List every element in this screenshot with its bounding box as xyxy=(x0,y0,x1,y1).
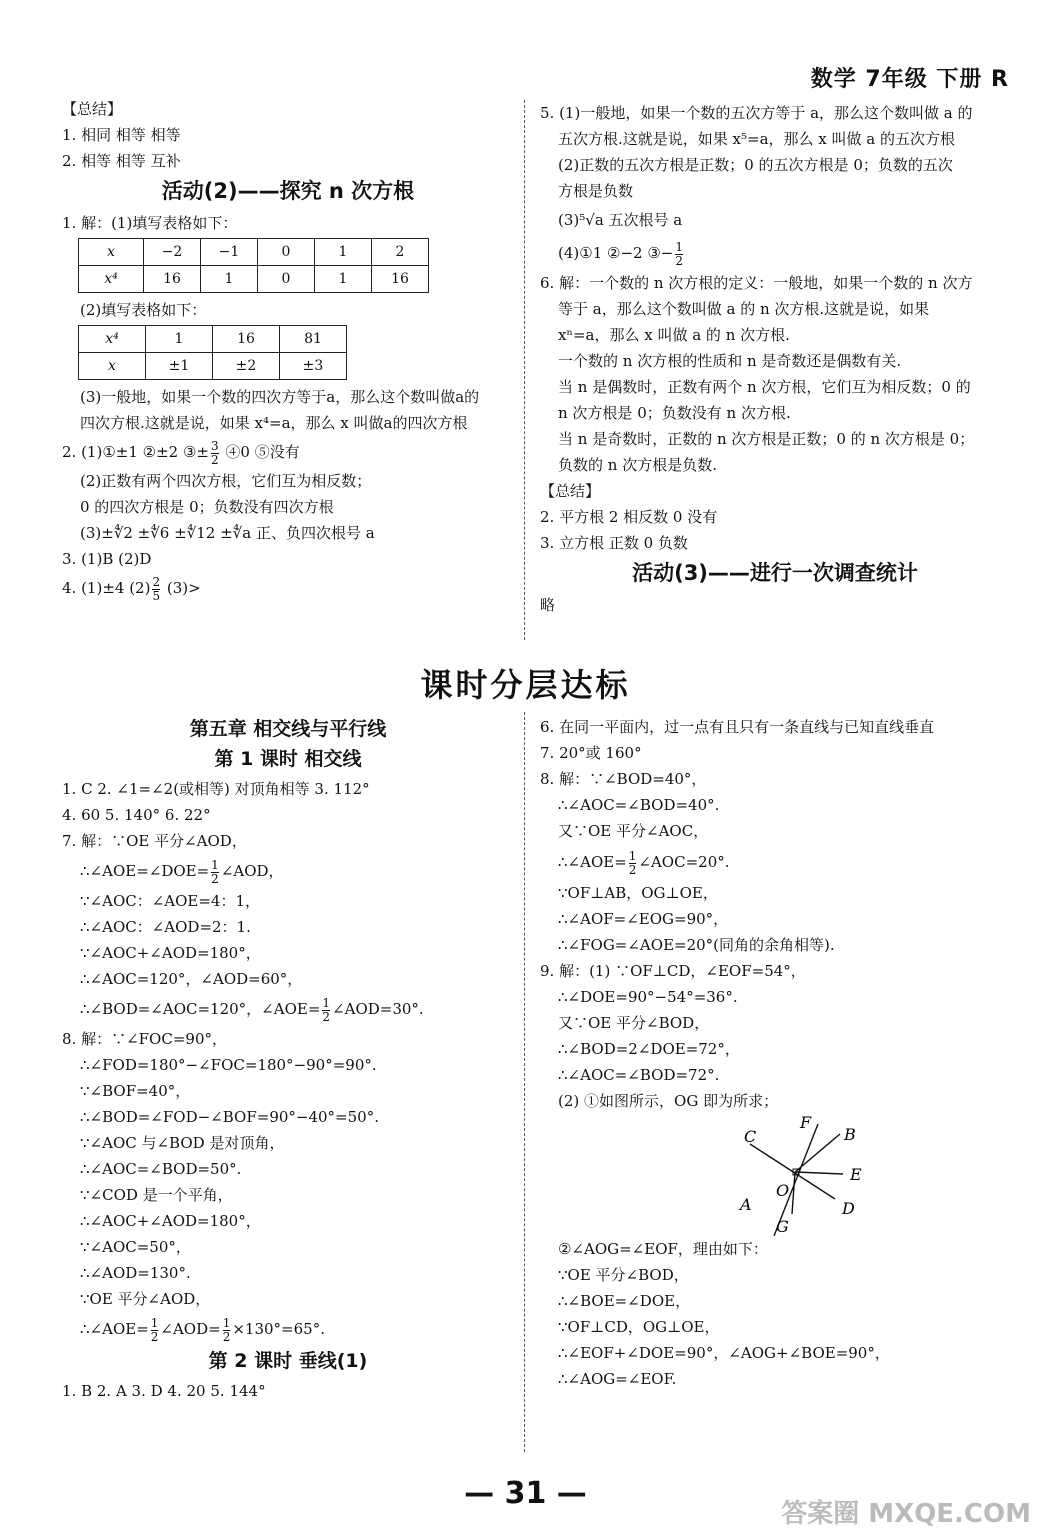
activity3-title: 活动(3)——进行一次调查统计 xyxy=(632,561,918,585)
table-cell: 81 xyxy=(280,326,347,353)
table-cell: 1 xyxy=(315,239,372,266)
table-cell: 2 xyxy=(372,239,429,266)
answer-line: ∴∠AOG=∠EOF. xyxy=(558,1370,677,1388)
q6-line: 等于 a，那么这个数叫做 a 的 n 次方根.这就是说，如果 xyxy=(558,300,930,318)
ray-oe xyxy=(795,1172,843,1174)
geometry-figure-box xyxy=(540,1114,1010,1236)
answer-line: ∴∠AOE= $\frac{1}{2}$ ∠AOC=20°. xyxy=(558,848,730,877)
q6-line: 当 n 是奇数时，正数的 n 次方根是正数；0 的 n 次方根是 0； xyxy=(558,430,975,448)
answer-line: ②∠AOG=∠EOF，理由如下： xyxy=(558,1240,768,1258)
answer-line: ∴∠EOF+∠DOE=90°，∠AOG+∠BOE=90°， xyxy=(558,1344,890,1362)
answer-line: ∵∠BOF=40°， xyxy=(80,1082,191,1100)
table-cell: −1 xyxy=(201,239,258,266)
table-cell: x xyxy=(79,353,146,380)
lesson2-title: 第 2 课时 垂线(1) xyxy=(208,1350,368,1372)
q5-line: 五次方根.这就是说，如果 x⁵=a，那么 x 叫做 a 的五次方根 xyxy=(558,130,955,148)
q6-line: 6. 解：一个数的 n 次方根的定义：一般地，如果一个数的 n 次方 xyxy=(540,274,973,292)
column-divider-bottom xyxy=(524,712,525,1452)
table-x-x4 xyxy=(78,238,429,293)
answer-line: 1. B 2. A 3. D 4. 20 5. 144° xyxy=(62,1382,266,1400)
activity2-title: 活动(2)——探究 n 次方根 xyxy=(161,179,415,203)
answer-line: ∴∠BOE=∠DOE， xyxy=(558,1292,691,1310)
answer-line: ∵OE 平分∠AOD， xyxy=(80,1290,211,1308)
table-cell: ±3 xyxy=(280,353,347,380)
label-c: C xyxy=(744,1127,757,1146)
ray-og xyxy=(792,1172,795,1214)
label-d: D xyxy=(842,1199,855,1218)
column-divider-top xyxy=(524,100,525,640)
table-cell: 16 xyxy=(372,266,429,293)
label-a: A xyxy=(740,1195,752,1214)
answer-line: ∵OE 平分∠BOD， xyxy=(558,1266,689,1284)
answer-line: ∴∠AOC=120°，∠AOD=60°， xyxy=(80,970,303,988)
table-cell: 0 xyxy=(258,266,315,293)
answer-line: ∵∠AOC：∠AOE=4：1， xyxy=(80,892,261,910)
answer-line: 又∵OE 平分∠BOD， xyxy=(558,1014,710,1032)
q5-line: (3)⁵√a 五次根号 a xyxy=(558,211,683,229)
answer-line: ∴∠AOE=∠DOE= $\frac{1}{2}$ ∠AOD， xyxy=(80,857,284,886)
q1-part3: (3)一般地，如果一个数的四次方等于a，那么这个数叫做a的 xyxy=(80,388,480,406)
answer-line: ∵∠AOC+∠AOD=180°， xyxy=(80,944,261,962)
answer-line: ∵∠AOC=50°， xyxy=(80,1238,191,1256)
answer-line: ∵OF⊥AB，OG⊥OE， xyxy=(558,884,718,902)
answer-line: 9. 解：(1) ∵OF⊥CD，∠EOF=54°， xyxy=(540,962,806,980)
section-title: 课时分层达标 xyxy=(420,666,631,704)
answer-line: ∴∠AOC=∠BOD=40°. xyxy=(558,796,720,814)
q1-part2: (2)填写表格如下： xyxy=(80,301,207,319)
label-o: O xyxy=(776,1181,790,1200)
top-right-column xyxy=(540,100,1010,618)
answer-line: ∵OF⊥CD，OG⊥OE， xyxy=(558,1318,720,1336)
table-cell: 1 xyxy=(315,266,372,293)
angle-diagram xyxy=(700,1114,880,1236)
answer-line: ∴∠AOC=∠BOD=50°. xyxy=(80,1160,242,1178)
table-cell: x⁴ xyxy=(79,266,144,293)
table-cell: x⁴ xyxy=(79,326,146,353)
table-cell: ±2 xyxy=(213,353,280,380)
summary-label: 【总结】 xyxy=(540,482,601,500)
answer-line: 6. 在同一平面内，过一点有且只有一条直线与已知直线垂直 xyxy=(540,718,935,736)
answer-line: ∴∠BOD=2∠DOE=72°， xyxy=(558,1040,740,1058)
answer-line: ∵∠COD 是一个平角， xyxy=(80,1186,233,1204)
bottom-right-column xyxy=(540,714,1010,1392)
answer-line: 1. C 2. ∠1=∠2(或相等) 对顶角相等 3. 112° xyxy=(62,780,370,798)
answer-line: 又∵OE 平分∠AOC， xyxy=(558,822,709,840)
q2-line1: 2. (1)①±1 ②±2 ③± $\frac{3}{2}$ ④0 ⑤没有 xyxy=(62,438,300,467)
answer-line: (2) ①如图所示，OG 即为所求； xyxy=(558,1092,779,1110)
answer-line: ∴∠DOE=90°−54°=36°. xyxy=(558,988,738,1006)
page-number: — 31 — xyxy=(464,1476,587,1511)
answer-line: ∴∠AOD=130°. xyxy=(80,1264,191,1282)
label-b: B xyxy=(844,1125,856,1144)
q6-line: 一个数的 n 次方根的性质和 n 是奇数还是偶数有关. xyxy=(558,352,902,370)
q5-line: (2)正数的五次方根是正数；0 的五次方根是 0；负数的五次 xyxy=(558,156,953,174)
chapter-title: 第五章 相交线与平行线 xyxy=(189,718,387,740)
q4-answer: 4. (1)±4 (2) $\frac{2}{5}$ (3)> xyxy=(62,574,201,603)
q3-answer: 3. (1)B (2)D xyxy=(62,550,152,568)
answer-line: 8. 解：∵∠FOC=90°， xyxy=(62,1030,227,1048)
summary-line: 2. 相等 相等 互补 xyxy=(62,152,181,170)
table-cell: −2 xyxy=(144,239,201,266)
answer-line: 7. 解：∵OE 平分∠AOD， xyxy=(62,832,247,850)
table-cell: 1 xyxy=(201,266,258,293)
label-f: F xyxy=(800,1114,812,1132)
bottom-left-column xyxy=(62,714,514,1404)
summary-line: 2. 平方根 2 相反数 0 没有 xyxy=(540,508,718,526)
q6-line: n 次方根是 0；负数没有 n 次方根. xyxy=(558,404,791,422)
answer-line: ∴∠FOD=180°−∠FOC=180°−90°=90°. xyxy=(80,1056,377,1074)
top-left-column xyxy=(62,96,514,604)
q5-line: 方根是负数 xyxy=(558,182,634,200)
table-cell: 0 xyxy=(258,239,315,266)
answer-line: ∴∠FOG=∠AOE=20°(同角的余角相等). xyxy=(558,936,835,954)
answer-line: ∴∠BOD=∠FOD−∠BOF=90°−40°=50°. xyxy=(80,1108,379,1126)
answer-line: ∴∠AOF=∠EOG=90°， xyxy=(558,910,729,928)
q2-line: (3)±∜2 ±∜6 ±∜12 ±∜a 正、负四次根号 a xyxy=(80,524,375,542)
omitted-note: 略 xyxy=(540,596,556,614)
table-x4-x xyxy=(78,325,347,380)
summary-line: 3. 立方根 正数 0 负数 xyxy=(540,534,688,552)
answer-line: 7. 20°或 160° xyxy=(540,744,642,762)
answer-line: ∴∠BOD=∠AOC=120°，∠AOE= $\frac{1}{2}$ ∠AOD=30°. xyxy=(80,995,424,1024)
q5-line4: (4)①1 ②−2 ③− $\frac{1}{2}$ xyxy=(558,239,683,268)
answer-line: ∴∠AOE= $\frac{1}{2}$ ∠AOD= $\frac{1}{2}$ ×130°=65°. xyxy=(80,1315,325,1344)
q2-line: (2)正数有两个四次方根，它们互为相反数； xyxy=(80,472,372,490)
answer-line: ∵∠AOC 与∠BOD 是对顶角， xyxy=(80,1134,285,1152)
q6-line: xⁿ=a，那么 x 叫做 a 的 n 次方根. xyxy=(558,326,790,344)
table-cell: 1 xyxy=(146,326,213,353)
answer-line: ∴∠AOC+∠AOD=180°， xyxy=(80,1212,261,1230)
q5-line: 5. (1)一般地，如果一个数的五次方等于 a，那么这个数叫做 a 的 xyxy=(540,104,973,122)
answer-line: ∴∠AOC：∠AOD=2：1. xyxy=(80,918,251,936)
page-header: 数学 7年级 下册 R xyxy=(810,67,1009,92)
label-e: E xyxy=(850,1165,862,1184)
label-g: G xyxy=(776,1217,789,1236)
q1-intro: 1. 解：(1)填写表格如下： xyxy=(62,214,238,232)
table-cell: 16 xyxy=(213,326,280,353)
answer-line: 8. 解：∵∠BOD=40°， xyxy=(540,770,707,788)
answer-line: ∴∠AOC=∠BOD=72°. xyxy=(558,1066,720,1084)
q1-part3: 四次方根.这就是说，如果 x⁴=a，那么 x 叫做a的四次方根 xyxy=(80,414,468,432)
q6-line: 负数的 n 次方根是负数. xyxy=(558,456,717,474)
table-cell: x xyxy=(79,239,144,266)
answer-line: 4. 60 5. 140° 6. 22° xyxy=(62,806,211,824)
watermark: 答案圈 MXQE.COM xyxy=(781,1499,1031,1529)
table-cell: 16 xyxy=(144,266,201,293)
summary-line: 1. 相同 相等 相等 xyxy=(62,126,181,144)
lesson1-title: 第 1 课时 相交线 xyxy=(214,748,362,770)
summary-label: 【总结】 xyxy=(62,100,123,118)
table-cell: ±1 xyxy=(146,353,213,380)
q6-line: 当 n 是偶数时，正数有两个 n 次方根，它们互为相反数；0 的 xyxy=(558,378,971,396)
ray-ob xyxy=(795,1134,840,1172)
q2-line: 0 的四次方根是 0；负数没有四次方根 xyxy=(80,498,334,516)
